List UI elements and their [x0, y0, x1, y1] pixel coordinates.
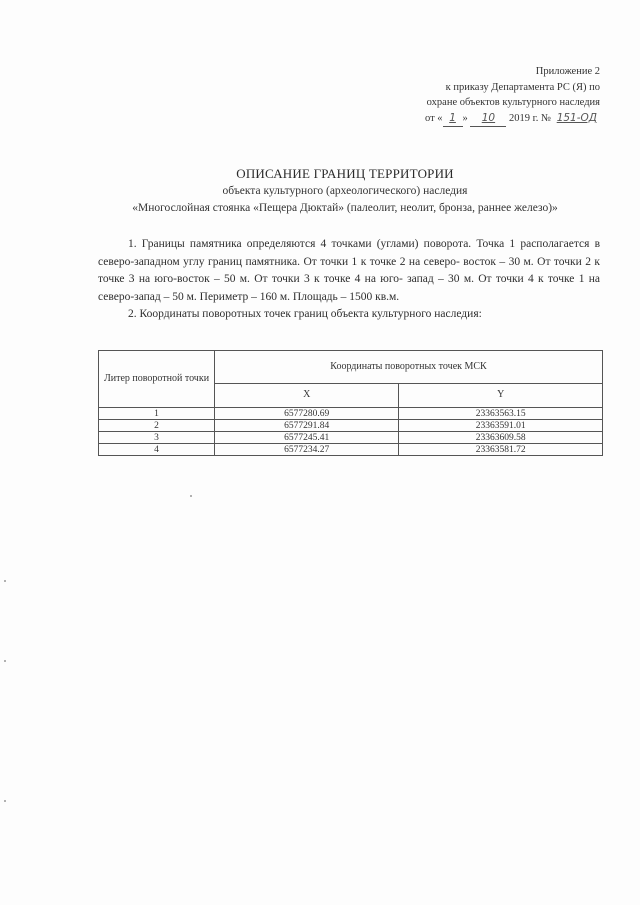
- cell-y: 23363591.01: [399, 420, 603, 432]
- appendix-header: [390, 64, 600, 127]
- cell-liter: 3: [99, 432, 215, 444]
- table-row: [99, 444, 603, 456]
- scan-speck: [4, 800, 6, 802]
- paragraph-boundaries: 1. Границы памятника определяются 4 точками (углами) поворота. Точка 1 располагается в северо-западном углу границ памятника. От точки 1 к точке 2 на северо- восток – 30 м. От точки 2 к точке 3 на юго-восток – 50 м. От точки 3 к точке 4 на юго- запад – 30 м. От точки 4 к точке 1 на северо-запад – 50 м. Периметр – 160 м. Площадь – 1500 кв.м.: [98, 238, 600, 303]
- cell-x: 6577280.69: [215, 408, 399, 420]
- appendix-date-line: [390, 111, 600, 128]
- coordinates-table: [98, 350, 603, 456]
- appendix-title: Приложение 2: [535, 66, 600, 77]
- coordinates-table-wrap: [98, 350, 603, 456]
- cell-y: 23363563.15: [399, 408, 603, 420]
- scan-speck: [4, 660, 6, 662]
- table-row: [99, 432, 603, 444]
- cell-x: 6577291.84: [215, 420, 399, 432]
- header-liter: Литер поворотной точки: [99, 351, 215, 408]
- header-coordinates: Координаты поворотных точек МСК: [215, 351, 603, 384]
- date-month: 10: [470, 111, 506, 128]
- cell-liter: 1: [99, 408, 215, 420]
- scan-speck: [190, 495, 192, 497]
- cell-x: 6577245.41: [215, 432, 399, 444]
- body-text: [98, 236, 600, 324]
- document-subtitle-object: объекта культурного (археологического) наследия: [222, 185, 468, 197]
- cell-x: 6577234.27: [215, 444, 399, 456]
- cell-y: 23363581.72: [399, 444, 603, 456]
- table-row: [99, 420, 603, 432]
- cell-liter: 4: [99, 444, 215, 456]
- cell-y: 23363609.58: [399, 432, 603, 444]
- cell-liter: 2: [99, 420, 215, 432]
- date-day: 1: [443, 111, 463, 128]
- title-block: [60, 165, 630, 217]
- header-y: Y: [399, 383, 603, 407]
- table-row: [99, 408, 603, 420]
- date-prefix: от «: [424, 112, 443, 124]
- date-year: 2019 г. №: [509, 112, 552, 124]
- appendix-department: охране объектов культурного наследия: [426, 97, 600, 108]
- document-subtitle-name: «Многослойная стоянка «Пещера Дюктай» (палеолит, неолит, бронза, раннее железо)»: [132, 202, 558, 214]
- order-number: 151-ОД: [556, 111, 597, 124]
- paragraph-coordinates-intro: 2. Координаты поворотных точек границ объекта культурного наследия:: [128, 308, 482, 321]
- appendix-order-ref: к приказу Департамента РС (Я) по: [445, 81, 600, 93]
- date-mid: »: [462, 112, 468, 124]
- header-x: X: [215, 383, 399, 407]
- document-title: ОПИСАНИЕ ГРАНИЦ ТЕРРИТОРИИ: [236, 166, 454, 181]
- scan-speck: [4, 580, 6, 582]
